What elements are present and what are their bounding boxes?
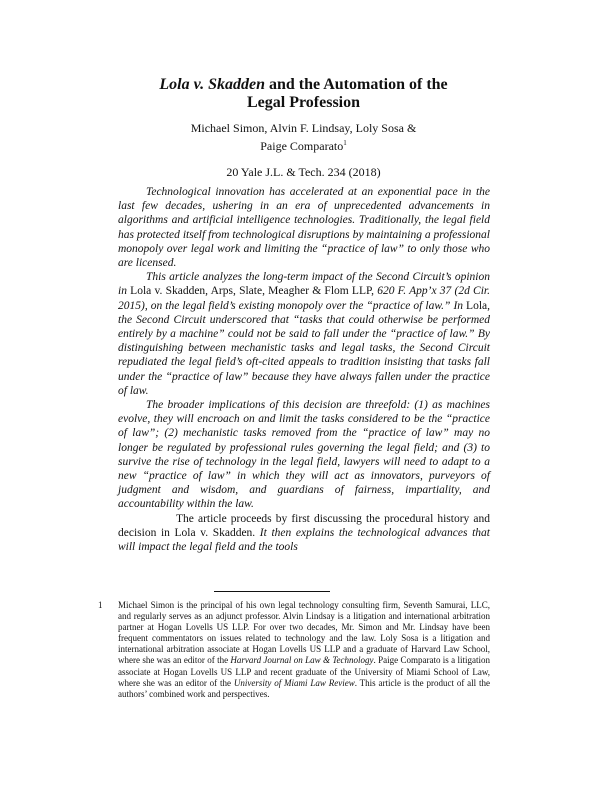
footnote-text-1: Michael Simon is the principal of his own legal technology consulting firm, Seventh Samurai, LLC, and regularly serves as an adjunct professor. Alvin Lindsay is a litigation and international arbitration partner at Hogan Lovells US LLP. For over two decades, Mr. Simon and Mr. Lindsay have been frequent commentators on issues related to technology and the law. Loly Sosa is a litigation and international arbitration associate at Hogan Lovells US LLP and a graduate of Harvard Law School, where she was an editor of the [118, 600, 490, 666]
abstract-paragraph-3: The broader implications of this decision are threefold: (1) as machines evolve, they will encroach on and limit the tasks considered to be the “practice of law”; (2) mechanistic tasks removed from the “practice of law” may no longer be regulated by professional rules governing the legal field; and (3) to survive the rise of technology in the legal field, lawyers will need to adapt to a new “practice of law” in which they will act as innovators, purveyors of judgment and wisdom, and guardians of fairness, impartiality, and accountability within the law. [118, 399, 490, 511]
abstract-paragraph-1: Technological innovation has accelerated at an exponential pace in the last few decades, ushering in an era of unprecedented advancements in algorithms and artificial intelligence technologies. Traditionally, the legal field has protected itself from technological disruptions by maintaining a professional monopoly over legal work and limiting the “practice of law” to only those who are licensed. [118, 186, 490, 270]
p2-case-cite: Lola v. Skadden, Arps, Slate, Meagher & Flom LLP, [130, 285, 374, 298]
abstract-paragraph-2 [118, 270, 490, 398]
title-line1-rest: and the Automation of the [264, 76, 448, 93]
p4-text-a: The article proceeds by first discussing the procedural history and decision in [118, 512, 490, 539]
title-case-name: Lola v. Skadden [159, 76, 265, 93]
author-list [120, 121, 487, 154]
footnote-text-2: . Paige Comparato is a litigation associate at Hogan Lovells US LLP and recent graduate of the University of Miami School of Law, where she was an editor of the [118, 655, 490, 688]
article-title [120, 76, 487, 112]
p4-case-cite: Lola v. Skadden. [174, 526, 256, 539]
authors-line1: Michael Simon, Alvin F. Lindsay, Loly Sosa & [190, 121, 417, 135]
footnote-divider [214, 591, 330, 592]
footnote-journal-2: University of Miami Law Review [233, 677, 355, 688]
p2-text-a: This article analyzes the long-term impact of the Second Circuit’s opinion in [118, 271, 490, 298]
journal-citation: 20 Yale J.L. & Tech. 234 (2018) [226, 165, 381, 179]
title-line2: Legal Profession [246, 94, 361, 111]
author-footnote-mark: 1 [343, 139, 347, 147]
authors-line2: Paige Comparato [260, 139, 344, 153]
footnote-number: 1 [98, 600, 103, 610]
p2-case-short: Lola, [466, 299, 490, 312]
p2-text-e: the Second Circuit underscored that “tasks that could otherwise be performed entirely by a machine” could not be said to fall under the “practice of law.” By distinguishing between mechanistic tasks and legal tasks, the Second Circuit repudiated the legal field’s oft-cited appeals to tradition insisting that tasks fall under the “practice of law” because they have always fallen under the practice of law. [118, 313, 490, 397]
footnote-1 [98, 600, 490, 700]
footnote-journal-1: Harvard Journal on Law & Technology [230, 655, 374, 666]
abstract-paragraph-4 [118, 512, 490, 555]
abstract [118, 185, 490, 554]
p4-text-c: It then explains the technological advances that will impact the legal field and the tools [118, 526, 490, 554]
footnote-text-3: . This article is the product of all the authors’ combined work and perspectives. [118, 677, 490, 699]
p2-text-c: 620 F. App’x 37 (2d Cir. 2015), on the legal field’s existing monopoly over the “practice of law.” In [118, 285, 490, 312]
